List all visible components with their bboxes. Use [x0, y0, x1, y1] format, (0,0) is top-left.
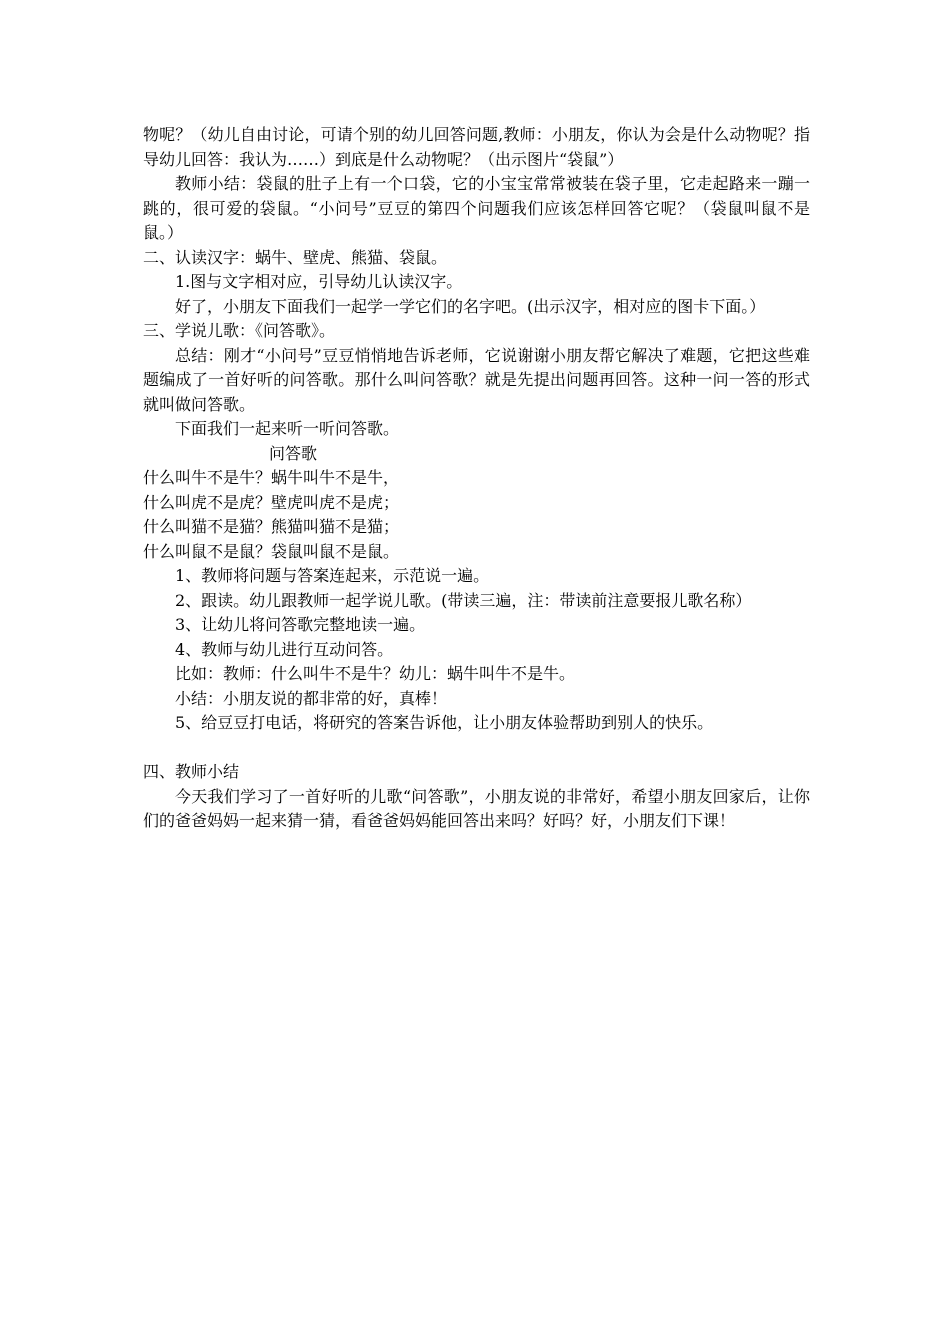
- step-item: 5、给豆豆打电话，将研究的答案告诉他，让小朋友体验帮助到别人的快乐。: [175, 713, 714, 732]
- poem-line: 什么叫鼠不是鼠？袋鼠叫鼠不是鼠。: [143, 541, 400, 561]
- section-heading-3: 三、学说儿歌：《问答歌》。: [143, 321, 336, 340]
- blank-line: [143, 736, 810, 761]
- paragraph-closing: 今天我们学习了一首好听的儿歌“问答歌”，小朋友说的非常好，希望小朋友回家后，让你们的爸爸妈妈一起来猜一猜，看爸爸妈妈能回答出来吗？好吗？好，小朋友们下课！: [143, 786, 810, 830]
- paragraph-teacher-summary: 教师小结：袋鼠的肚子上有一个口袋，它的小宝宝常常被装在袋子里，它走起路来一蹦一跳的，很可爱的袋鼠。“小问号”豆豆的第四个问题我们应该怎样回答它呢？（袋鼠叫鼠不是鼠。）: [143, 174, 810, 242]
- step-item: 小结：小朋友说的都非常的好，真棒！: [175, 688, 448, 708]
- paragraph-listen: 下面我们一起来听一听问答歌。: [175, 419, 400, 438]
- step-item: 比如：教师：什么叫牛不是牛？幼儿：蜗牛叫牛不是牛。: [175, 664, 576, 683]
- paragraph-learn-names: 好了，小朋友下面我们一起学一学它们的名字吧。(出示汉字，相对应的图卡下面。）: [175, 296, 766, 316]
- paragraph-kangaroo-discussion: 物呢？（幼儿自由讨论，可请个别的幼儿回答问题,教师：小朋友，你认为会是什么动物呢？指导幼儿回答：我认为……）到底是什么动物呢？（出示图片“袋鼠”）: [143, 125, 810, 169]
- step-item: 3、让幼儿将问答歌完整地读一遍。: [175, 615, 426, 634]
- document-page: [143, 123, 810, 834]
- step-item: 1、教师将问题与答案连起来，示范说一遍。: [175, 566, 490, 585]
- poem-title: 问答歌: [269, 443, 318, 463]
- poem-line: 什么叫猫不是猫？熊猫叫猫不是猫；: [143, 517, 400, 536]
- poem-line: 什么叫虎不是虎？壁虎叫虎不是虎；: [143, 492, 400, 512]
- paragraph-step-match: 1.图与文字相对应，引导幼儿认读汉字。: [175, 272, 463, 291]
- step-item: 2、跟读。幼儿跟教师一起学说儿歌。(带读三遍，注：带读前注意要报儿歌名称）: [175, 590, 752, 610]
- section-heading-4: 四、教师小结: [143, 762, 240, 781]
- paragraph-song-summary: 总结：刚才“小问号”豆豆悄悄地告诉老师，它说谢谢小朋友帮它解决了难题，它把这些难题编成了一首好听的问答歌。那什么叫问答歌？就是先提出问题再回答。这种一问一答的形式就叫做问答歌。: [143, 345, 810, 414]
- poem-line: 什么叫牛不是牛？蜗牛叫牛不是牛，: [143, 468, 400, 487]
- step-item: 4、教师与幼儿进行互动问答。: [175, 639, 394, 659]
- section-heading-2: 二、认读汉字：蜗牛、壁虎、熊猫、袋鼠。: [143, 247, 448, 267]
